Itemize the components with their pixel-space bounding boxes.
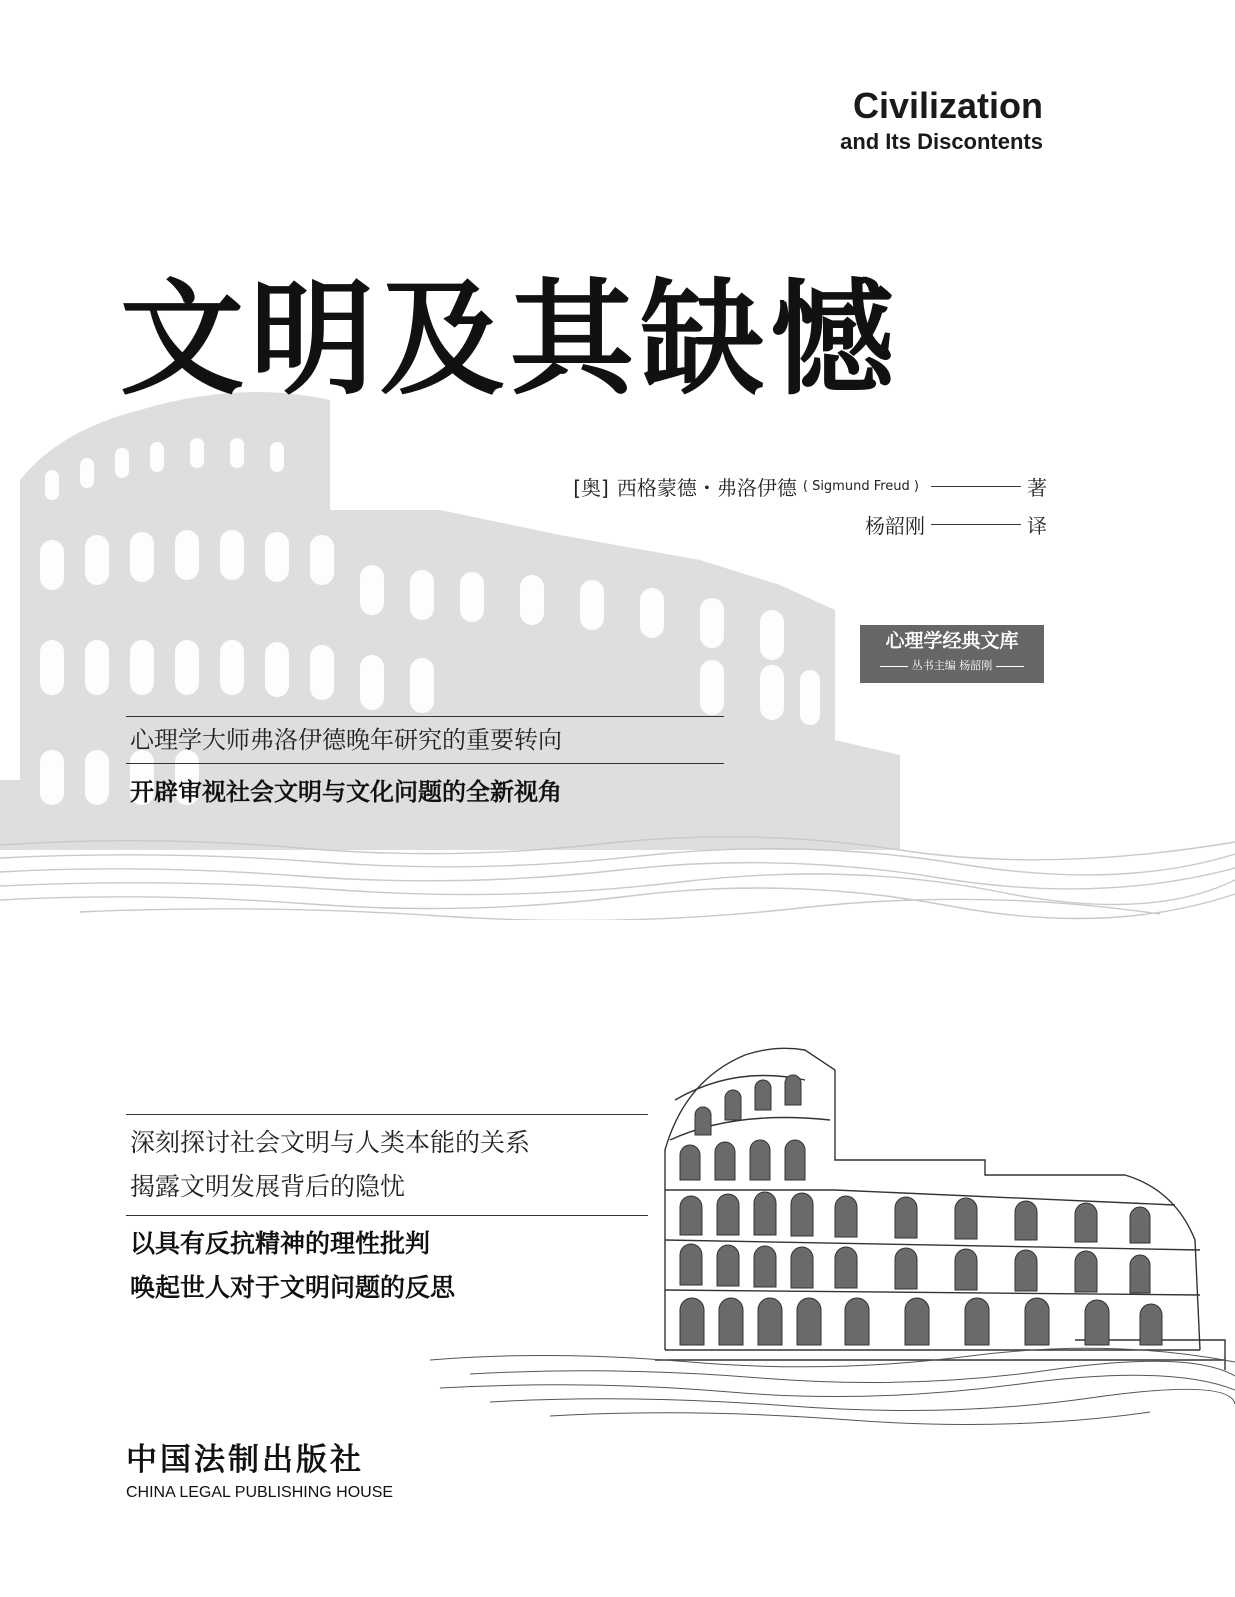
translator-dash: [931, 524, 1021, 525]
colosseum-line-drawing: [655, 1040, 1235, 1390]
english-title-line2: and Its Discontents: [840, 129, 1043, 154]
author-dash: [931, 486, 1021, 487]
tagline-bottom-line2: 揭露文明发展背后的隐忧: [130, 1172, 406, 1201]
translator-role: 译: [1027, 514, 1047, 538]
series-editor-rule-left: [880, 666, 908, 667]
tagline-bottom-line1: 深刻探讨社会文明与人类本能的关系: [130, 1128, 531, 1157]
water-waves-bottom: [430, 1340, 1235, 1430]
series-editor-rule-right: [996, 666, 1024, 667]
translator-name: 杨韶刚: [865, 514, 925, 538]
author-line: [573, 472, 1047, 501]
english-title: [840, 84, 1043, 156]
water-waves-top: [0, 830, 1235, 920]
tagline-bottom: [126, 1114, 648, 1310]
tagline-bottom-line3: 以具有反抗精神的理性批判: [130, 1229, 431, 1258]
series-badge: [860, 625, 1044, 683]
publisher-name-cn: 中国法制出版社: [126, 1442, 364, 1478]
tagline-top: [126, 716, 724, 820]
english-title-line1: Civilization: [852, 85, 1043, 126]
tagline-top-line2: 开辟审视社会文明与文化问题的全新视角: [130, 778, 562, 806]
translator-line: [865, 510, 1047, 539]
publisher-name-en: CHINA LEGAL PUBLISHING HOUSE: [126, 1484, 394, 1501]
tagline-bottom-rule-2: [126, 1215, 648, 1216]
series-name: 心理学经典文库: [885, 630, 1019, 652]
author-name-en: ( Sigmund Freud ): [802, 479, 919, 494]
publisher: [126, 1440, 393, 1504]
series-editor-text: 丛书主编 杨韶刚: [911, 659, 993, 672]
tagline-top-line1: 心理学大师弗洛伊德晚年研究的重要转向: [130, 726, 562, 754]
tagline-bottom-line4: 唤起世人对于文明问题的反思: [130, 1273, 456, 1302]
tagline-bottom-rule-1: [126, 1114, 648, 1115]
chinese-title: 文明及其缺憾: [120, 267, 901, 412]
author-name-cn: 西格蒙德・弗洛伊德: [616, 476, 797, 500]
series-editor: [860, 657, 1044, 675]
author-country: [奥]: [573, 476, 609, 500]
author-role: 著: [1027, 476, 1047, 500]
